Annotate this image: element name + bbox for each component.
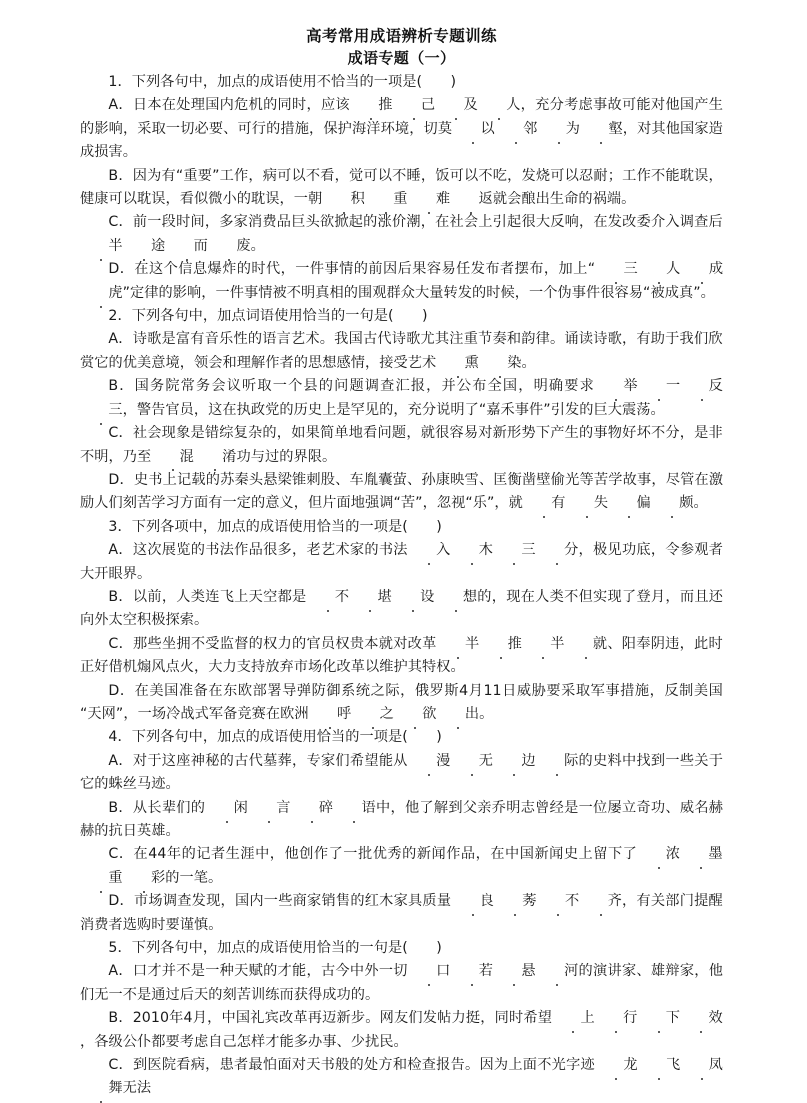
question-option[interactable]: C．前一段时间，多家消费品巨头欲掀起的涨价潮，在社会上引起很大反响，在发改委介入调查后半 途 而 废。 — [80, 211, 723, 258]
emphasis-dot-char: 言 — [248, 797, 291, 820]
emphasis-dot-char: 下 — [637, 1007, 680, 1030]
emphasis-dot-char: 失 — [566, 492, 609, 515]
question-option[interactable]: B．国务院常务会议听取一个县的问题调查汇报，并公布全国，明确要求 举 一 反三，警告官员，这在执政党的历史上是罕见的，充分说明了“嘉禾事件”引发的巨大震荡。 — [80, 375, 723, 422]
question-option[interactable]: C．到医院看病，患者最怕面对天书般的处方和检查报告。因为上面不光字迹 龙 飞 凤舞无法 — [80, 1054, 723, 1101]
emphasis-dot-char: 成 — [680, 258, 723, 281]
question-option[interactable]: A．这次展览的书法作品很多，老艺术家的书法 入 木 三 分，极见功底，令参观者大开眼界。 — [80, 539, 723, 586]
emphasis-dot-char: 效 — [680, 1007, 723, 1030]
emphasis-dot-char: 欲 — [394, 703, 437, 726]
page-subtitle: 成语专题（一） — [347, 49, 456, 67]
emphasis-dot-char: 人 — [478, 94, 521, 117]
emphasis-dot-char: 语 — [333, 797, 376, 820]
question-option[interactable]: A．对于这座神秘的古代墓葬，专家们希望能从 漫 无 边 际的史料中找到一些关于它的蛛丝马迹。 — [80, 750, 723, 797]
emphasis-dot-char: 不 — [307, 586, 350, 609]
emphasis-dot-char: 熏 — [436, 352, 479, 375]
emphasis-dot-char: 壑 — [580, 118, 623, 141]
emphasis-dot-char: 行 — [595, 1007, 638, 1030]
emphasis-dot-char: 混 — [151, 446, 194, 469]
question-option[interactable]: B．2010年4月，中国礼宾改革再迈新步。网友们发帖力挺，同时希望 上 行 下 效，各级公仆都要考虑自己怎样才能多办事、少扰民。 — [80, 1007, 723, 1054]
emphasis-dot-char: 闲 — [205, 797, 248, 820]
question-option[interactable]: B．因为有“重要”工作，病可以不看，觉可以不睡，饭可以不吃，发烧可以忍耐；工作不能耽误，健康可以耽误，看似微小的耽误，一朝 积 重 难 返就会酿出生命的祸端。 — [80, 165, 723, 212]
questions-container — [80, 71, 723, 1101]
emphasis-dot-char: 若 — [450, 960, 493, 983]
emphasis-dot-char: 虎 — [80, 282, 123, 305]
emphasis-dot-char: 难 — [408, 188, 451, 211]
emphasis-dot-char: 堪 — [349, 586, 392, 609]
emphasis-dot-char: 举 — [595, 375, 638, 398]
emphasis-dot-char: 重 — [80, 867, 123, 890]
question-block — [80, 516, 723, 727]
emphasis-dot-char: 为 — [537, 118, 580, 141]
emphasis-dot-char: 际 — [536, 750, 579, 773]
emphasis-dot-char: 莠 — [494, 890, 537, 913]
emphasis-dot-char: 想 — [434, 586, 477, 609]
emphasis-dot-char: 入 — [408, 539, 451, 562]
emphasis-dot-char: 废 — [208, 235, 251, 258]
question-option[interactable]: D．史书上记载的苏秦头悬梁锥刺股、车胤囊萤、孙康映雪、匡衡凿壁偷光等苦学故事，尽管在激励人们刻苦学习方面有一定的意义，但片面地强调“苦”，忽视“乐”，就 有 失 偏 颇。 — [80, 469, 723, 516]
emphasis-dot-char: 无 — [450, 750, 493, 773]
question-option[interactable]: C．在44年的记者生涯中，他创作了一批优秀的新闻作品，在中国新闻史上留下了 浓 墨重 彩的一笔。 — [80, 843, 723, 890]
emphasis-dot-char: 染 — [479, 352, 522, 375]
question-option[interactable]: D．在美国准备在东欧部署导弹防御系统之际，俄罗斯4月11日威胁要采取军事措施，反制美国“天网”，一场冷战式军备竞赛在欧洲 呼 之 欲 出。 — [80, 680, 723, 727]
page-title: 高考常用成语辨析专题训练 — [306, 27, 497, 45]
emphasis-dot-char: 悬 — [493, 960, 536, 983]
emphasis-dot-char: 河 — [536, 960, 579, 983]
question-stem: 4．下列各句中，加点的成语使用恰当的一项是( ) — [108, 729, 442, 746]
question-option[interactable]: C．社会现象是错综复杂的，如果简单地看问题，就很容易对新形势下产生的事物好坏不分，是非不明，乃至 混 淆功与过的界限。 — [80, 422, 723, 469]
emphasis-dot-char: 墨 — [680, 843, 723, 866]
emphasis-dot-char: 良 — [451, 890, 494, 913]
emphasis-dot-char: 三 — [493, 539, 536, 562]
emphasis-dot-char: 呼 — [309, 703, 352, 726]
emphasis-dot-char: 口 — [408, 960, 451, 983]
question-option[interactable]: C．那些坐拥不受监督的权力的官员权贵本就对改革 半 推 半 就、阳奉阴违，此时正好借机煽风点火，大力支持放弃市场化改革以维护其特权。 — [80, 633, 723, 680]
emphasis-dot-char: 一 — [638, 375, 681, 398]
emphasis-dot-char: 而 — [165, 235, 208, 258]
emphasis-dot-char: 人 — [638, 258, 681, 281]
emphasis-dot-char: 设 — [392, 586, 435, 609]
emphasis-dot-char: 飞 — [638, 1054, 681, 1077]
emphasis-dot-char: 齐 — [579, 890, 622, 913]
question-option[interactable]: D．在这个信息爆炸的时代，一件事情的前因后果容易任发布者摆布，加上“ 三 人 成虎”定律的影响，一件事情被不明真相的围观群众大量转发的时候，一个伪事件很容易“被成真”。 — [80, 258, 723, 305]
emphasis-dot-char: 推 — [350, 94, 393, 117]
emphasis-dot-char: 分 — [536, 539, 579, 562]
emphasis-dot-char: 漫 — [408, 750, 451, 773]
emphasis-dot-char: 邻 — [495, 118, 538, 141]
emphasis-dot-char: 颇 — [651, 492, 694, 515]
question-stem: 5．下列各句中，加点的成语使用恰当的一句是( ) — [108, 940, 442, 957]
question-option[interactable]: A．日本在处理国内危机的同时，应该 推 己 及 人，充分考虑事故可能对他国产生的影响，采取一切必要、可行的措施，保护海洋环境，切莫 以 邻 为 壑，对其他国家造成损害。 — [80, 94, 723, 164]
emphasis-dot-char: 木 — [450, 539, 493, 562]
emphasis-dot-char: 出 — [436, 703, 479, 726]
emphasis-dot-char: 推 — [479, 633, 522, 656]
emphasis-dot-char: 浓 — [637, 843, 680, 866]
emphasis-dot-char: 舞 — [80, 1077, 123, 1100]
emphasis-dot-char: 半 — [80, 235, 123, 258]
question-stem: 1．下列各句中，加点的成语使用不恰当的一项是( ) — [108, 74, 457, 90]
emphasis-dot-char: 彩 — [123, 867, 166, 890]
emphasis-dot-char: 碎 — [291, 797, 334, 820]
emphasis-dot-char: 半 — [437, 633, 480, 656]
emphasis-dot-char: 偏 — [608, 492, 651, 515]
question-stem: 2．下列各句中，加点词语使用恰当的一句是( ) — [108, 308, 428, 325]
emphasis-dot-char: 反 — [680, 375, 723, 398]
emphasis-dot-char: 三 — [595, 258, 638, 281]
question-option[interactable]: A．口才并不是一种天赋的才能，古今中外一切 口 若 悬 河的演讲家、雄辩家，他们无一不是通过后天的刻苦训练而获得成功的。 — [80, 960, 723, 1007]
emphasis-dot-char: 途 — [123, 235, 166, 258]
emphasis-dot-char: 就 — [564, 633, 607, 656]
question-block — [80, 726, 723, 937]
emphasis-dot-char: 以 — [452, 118, 495, 141]
question-stem: 3．下列各项中，加点的成语使用恰当的一项是( ) — [108, 518, 442, 535]
question-option[interactable]: B．从长辈们的 闲 言 碎 语中，他了解到父亲乔明志曾经是一位屡立奇功、威名赫赫的抗日英雄。 — [80, 797, 723, 844]
emphasis-dot-char: 己 — [393, 94, 436, 117]
emphasis-dot-char: 边 — [493, 750, 536, 773]
emphasis-dot-char: 上 — [552, 1007, 595, 1030]
emphasis-dot-char: 淆 — [194, 446, 237, 469]
emphasis-dot-char: 积 — [322, 188, 365, 211]
question-option[interactable]: A．诗歌是富有音乐性的语言艺术。我国古代诗歌尤其注重节奏和韵律。诵读诗歌，有助于我们欣赏它的优美意境，领会和理解作者的思想感情，接受艺术 熏 染。 — [80, 328, 723, 375]
question-option[interactable]: D．市场调查发现，国内一些商家销售的红木家具质量 良 莠 不 齐，有关部门提醒消费者选购时要谨慎。 — [80, 890, 723, 937]
emphasis-dot-char: 重 — [365, 188, 408, 211]
emphasis-dot-char: 半 — [522, 633, 565, 656]
emphasis-dot-char: 三 — [80, 399, 123, 422]
emphasis-dot-char: 有 — [523, 492, 566, 515]
emphasis-dot-char: 返 — [450, 188, 493, 211]
question-block — [80, 305, 723, 516]
question-block — [80, 71, 723, 305]
emphasis-dot-char: 之 — [351, 703, 394, 726]
emphasis-dot-char: 龙 — [595, 1054, 638, 1077]
emphasis-dot-char: 凤 — [680, 1054, 723, 1077]
question-option[interactable]: B．以前，人类连飞上天空都是 不 堪 设 想的，现在人类不但实现了登月，而且还向外太空积极探索。 — [80, 586, 723, 633]
question-block — [80, 937, 723, 1101]
emphasis-dot-char: 及 — [435, 94, 478, 117]
emphasis-dot-char: 不 — [537, 890, 580, 913]
